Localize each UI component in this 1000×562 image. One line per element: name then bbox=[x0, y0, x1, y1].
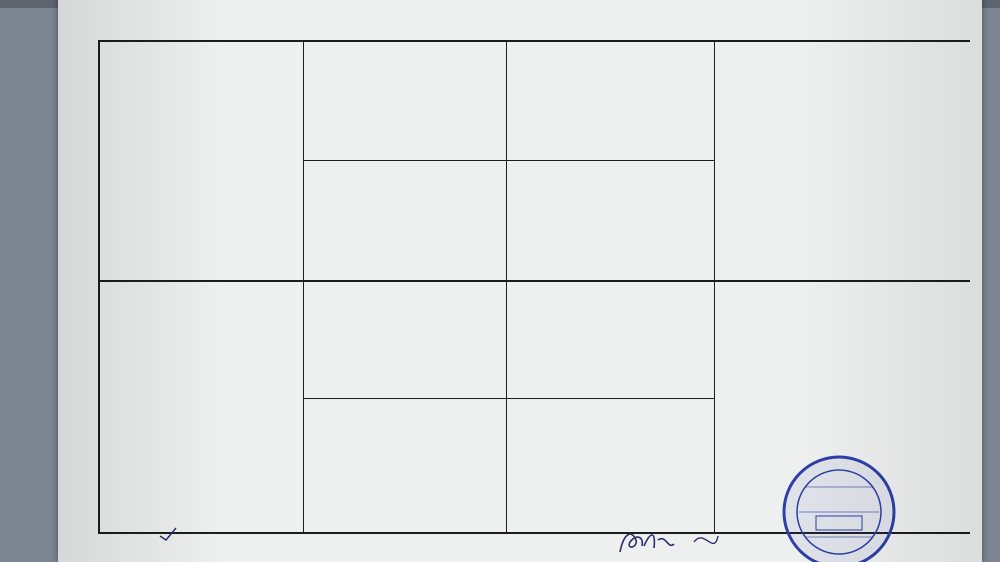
gp-divider-2 bbox=[303, 398, 714, 399]
table-top-border bbox=[98, 40, 970, 42]
gp-divider-1 bbox=[303, 160, 714, 161]
round-stamp-icon bbox=[764, 452, 914, 562]
table-left-border bbox=[98, 40, 100, 532]
mid-divider bbox=[98, 280, 970, 282]
col-divider-1 bbox=[303, 40, 304, 532]
col-divider-3 bbox=[714, 40, 715, 532]
col-divider-2 bbox=[506, 40, 507, 532]
check-mark-icon bbox=[158, 526, 178, 542]
pedigree-document bbox=[58, 0, 982, 562]
